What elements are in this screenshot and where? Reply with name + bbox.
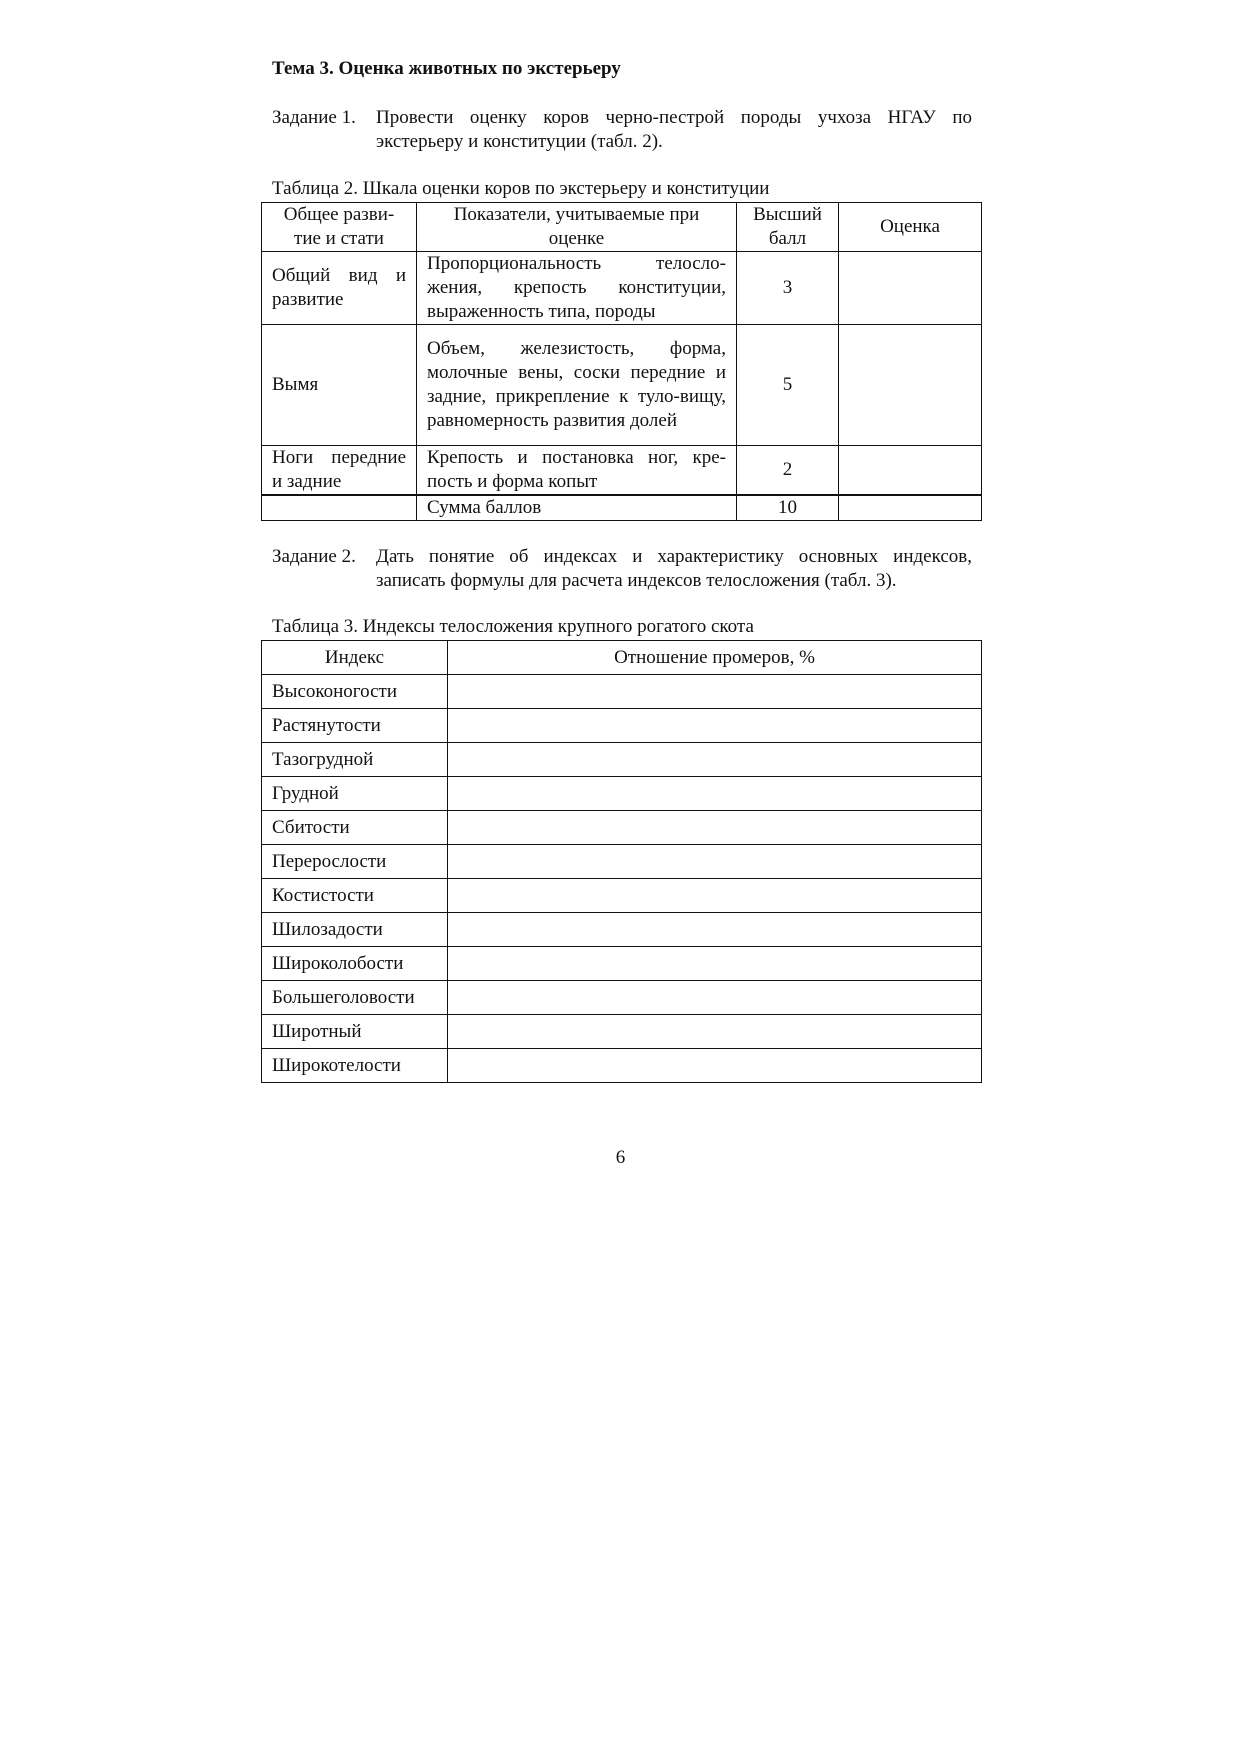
table-row <box>262 777 982 811</box>
page-number: 6 <box>615 1147 626 1168</box>
table-row <box>262 811 982 845</box>
table-2-sum-value: 10 <box>737 495 839 521</box>
task-2-line-2: записать формулы для расчета индексов телосложения (табл. 3). <box>376 570 897 591</box>
table-2 <box>261 202 982 521</box>
index-name: Высоконогости <box>262 675 448 709</box>
topic-title: Тема 3. Оценка животных по экстерьеру <box>272 58 621 79</box>
table-row <box>262 845 982 879</box>
index-ratio-cell <box>448 981 982 1015</box>
task-2-line-1: Дать понятие об индексах и характеристику основных индексов, <box>376 546 972 567</box>
index-name: Широкотелости <box>262 1049 448 1083</box>
table-2-sum-row <box>262 495 982 521</box>
index-ratio-cell <box>448 1015 982 1049</box>
table-row <box>262 981 982 1015</box>
table-2-row <box>262 446 982 496</box>
table-3-header-row <box>262 641 982 675</box>
index-ratio-cell <box>448 675 982 709</box>
index-name: Грудной <box>262 777 448 811</box>
index-name: Широтный <box>262 1015 448 1049</box>
table-3 <box>261 640 982 1083</box>
index-ratio-cell <box>448 1049 982 1083</box>
task-1-line-1: Провести оценку коров черно-пестрой породы учхоза НГАУ по <box>376 107 972 128</box>
table-row <box>262 879 982 913</box>
index-ratio-cell <box>448 743 982 777</box>
index-name: Тазогрудной <box>262 743 448 777</box>
table-2-max: 2 <box>737 446 839 496</box>
table-2-part: Общий вид и развитие <box>262 252 417 325</box>
table-2-row <box>262 252 982 325</box>
table-2-header-score: Оценка <box>839 203 982 252</box>
index-name: Шилозадости <box>262 913 448 947</box>
table-2-row <box>262 325 982 446</box>
table-row <box>262 743 982 777</box>
table-2-caption: Таблица 2. Шкала оценки коров по экстерьеру и конституции <box>272 178 770 199</box>
table-2-indicators: Крепость и постановка ног, кре-пость и форма копыт <box>417 446 737 496</box>
table-2-header-max: Высший балл <box>737 203 839 252</box>
index-ratio-cell <box>448 709 982 743</box>
table-3-header-index: Индекс <box>262 641 448 675</box>
table-row <box>262 709 982 743</box>
task-1-line-2: экстерьеру и конституции (табл. 2). <box>376 131 663 152</box>
index-ratio-cell <box>448 811 982 845</box>
index-name: Большеголовости <box>262 981 448 1015</box>
table-2-indicators: Объем, железистость, форма, молочные вены, соски передние и задние, прикрепление к туло-вищу, равномерность развития долей <box>417 325 737 446</box>
table-row <box>262 1049 982 1083</box>
index-name: Перерослости <box>262 845 448 879</box>
table-2-indicators: Пропорциональность телосло-жения, крепость конституции, выраженность типа, породы <box>417 252 737 325</box>
task-2-label: Задание 2. <box>272 546 356 567</box>
index-ratio-cell <box>448 879 982 913</box>
table-3-header-ratio: Отношение промеров, % <box>448 641 982 675</box>
task-1 <box>272 106 972 154</box>
table-2-header-indicators: Показатели, учитываемые при оценке <box>417 203 737 252</box>
table-2-max: 3 <box>737 252 839 325</box>
task-1-label: Задание 1. <box>272 107 356 128</box>
table-2-part: Ноги передние и задние <box>262 446 417 496</box>
task-2 <box>272 545 972 593</box>
index-name: Широколобости <box>262 947 448 981</box>
index-name: Растянутости <box>262 709 448 743</box>
index-ratio-cell <box>448 845 982 879</box>
table-row <box>262 675 982 709</box>
table-2-sum-empty <box>262 495 417 521</box>
index-ratio-cell <box>448 947 982 981</box>
table-row <box>262 947 982 981</box>
index-ratio-cell <box>448 777 982 811</box>
table-row <box>262 913 982 947</box>
table-2-score <box>839 446 982 496</box>
index-ratio-cell <box>448 913 982 947</box>
table-2-sum-score <box>839 495 982 521</box>
table-2-score <box>839 252 982 325</box>
table-2-max: 5 <box>737 325 839 446</box>
table-2-header-row <box>262 203 982 252</box>
table-2-sum-label: Сумма баллов <box>417 495 737 521</box>
table-row <box>262 1015 982 1049</box>
table-2-part: Вымя <box>262 325 417 446</box>
index-name: Костистости <box>262 879 448 913</box>
table-3-caption: Таблица 3. Индексы телосложения крупного рогатого скота <box>272 616 754 637</box>
table-2-header-part: Общее разви-тие и стати <box>262 203 417 252</box>
table-2-score <box>839 325 982 446</box>
index-name: Сбитости <box>262 811 448 845</box>
